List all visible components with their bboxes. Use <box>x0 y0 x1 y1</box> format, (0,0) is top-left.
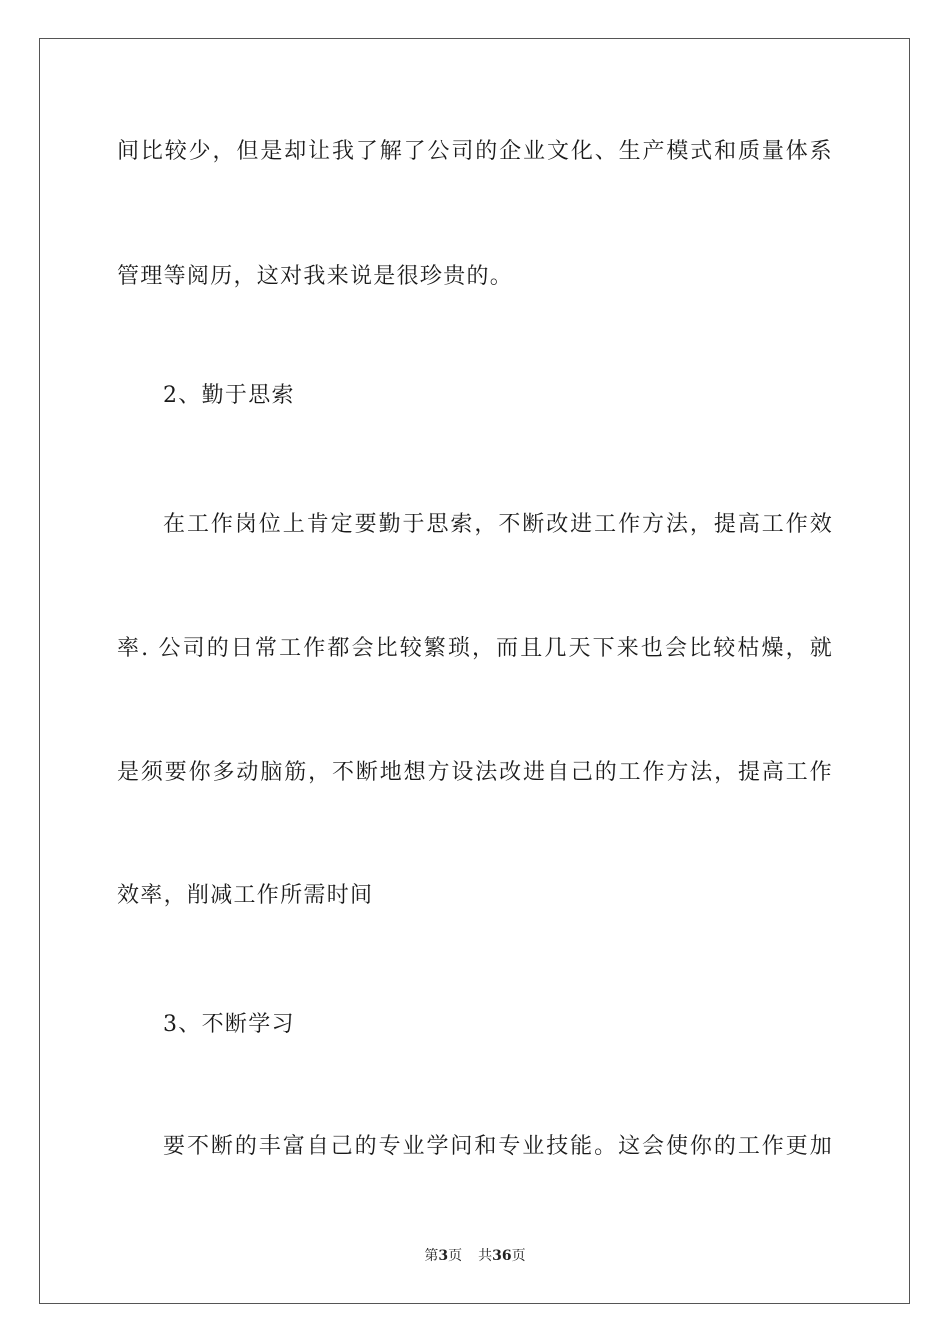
paragraph-line: 间比较少，但是却让我了解了公司的企业文化、生产模式和质量体系 <box>117 139 833 164</box>
page-border <box>39 38 910 1304</box>
paragraph-line: 效率，削减工作所需时间 <box>117 883 374 908</box>
page-footer <box>0 1247 950 1265</box>
section-heading: 3、不断学习 <box>163 1012 295 1037</box>
page-suffix: 页 <box>448 1248 463 1264</box>
total-suffix: 页 <box>511 1248 526 1264</box>
total-pages: 36 <box>492 1248 512 1264</box>
paragraph-line: 要不断的丰富自己的专业学问和专业技能。这会使你的工作更加 <box>163 1134 833 1159</box>
page-number: 3 <box>438 1248 449 1264</box>
paragraph-line: 率. 公司的日常工作都会比较繁琐，而且几天下来也会比较枯燥，就 <box>117 636 833 661</box>
total-prefix: 共 <box>478 1248 493 1264</box>
paragraph-line: 在工作岗位上肯定要勤于思索，不断改进工作方法，提高工作效 <box>163 512 833 537</box>
page-prefix: 第 <box>424 1248 439 1264</box>
paragraph-line: 是须要你多动脑筋，不断地想方设法改进自己的工作方法，提高工作 <box>117 760 833 785</box>
paragraph-line: 管理等阅历，这对我来说是很珍贵的。 <box>117 264 514 289</box>
section-heading: 2、勤于思索 <box>163 383 295 408</box>
